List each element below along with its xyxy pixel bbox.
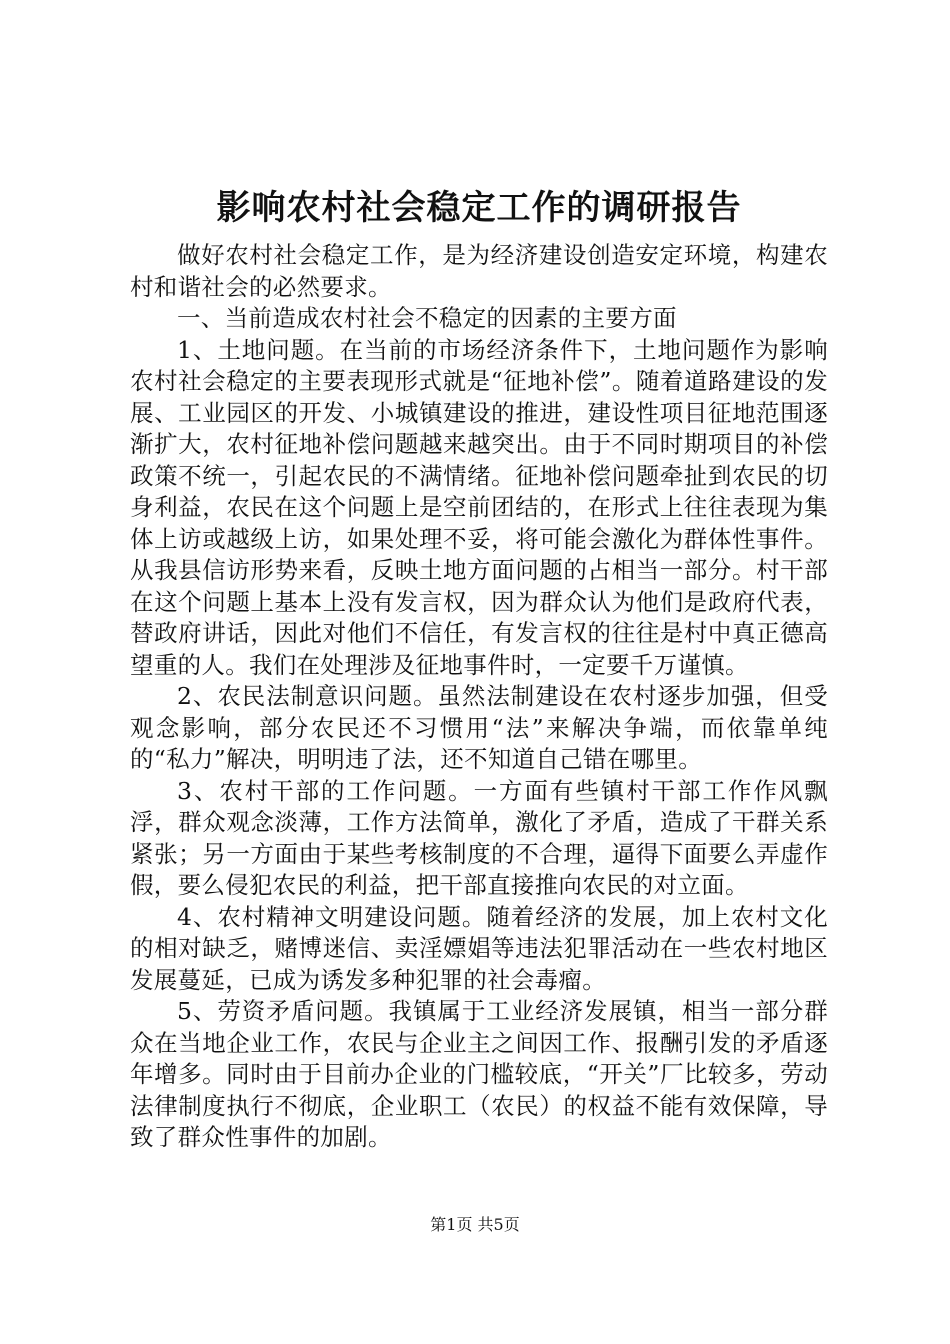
paragraph-land-issue: 1、土地问题。在当前的市场经济条件下，土地问题作为影响农村社会稳定的主要表现形式就是“征地补偿”。随着道路建设的发展、工业园区的开发、小城镇建设的推进，建设性项目征地范围逐渐扩大，农村征地补偿问题越来越突出。由于不同时期项目的补偿政策不统一，引起农民的不满情绪。征地补偿问题牵扯到农民的切身利益，农民在这个问题上是空前团结的，在形式上往往表现为集体上访或越级上访，如果处理不妥，将可能会激化为群体性事件。从我县信访形势来看，反映土地方面问题的占相当一部分。村干部在这个问题上基本上没有发言权，因为群众认为他们是政府代表，替政府讲话，因此对他们不信任，有发言权的往往是村中真正德高望重的人。我们在处理涉及征地事件时，一定要千万谨慎。 — [130, 335, 828, 679]
paragraph-spiritual-civilization: 4、农村精神文明建设问题。随着经济的发展，加上农村文化的相对缺乏，赌博迷信、卖淫嫖娼等违法犯罪活动在一些农村地区发展蔓延，已成为诱发多种犯罪的社会毒瘤。 — [130, 902, 828, 994]
paragraph-intro: 做好农村社会稳定工作，是为经济建设创造安定环境，构建农村和谐社会的必然要求。 — [130, 241, 828, 301]
document-page — [130, 182, 828, 1154]
paragraph-cadre-work: 3、农村干部的工作问题。一方面有些镇村干部工作作风飘浮，群众观念淡薄，工作方法简单，激化了矛盾，造成了干群关系紧张；另一方面由于某些考核制度的不合理，逼得下面要么弄虚作假，要么侵犯农民的利益，把干部直接推向农民的对立面。 — [130, 776, 828, 899]
section-heading-1: 一、当前造成农村社会不稳定的因素的主要方面 — [177, 304, 677, 332]
page-footer: 第1页 共5页 — [430, 1215, 520, 1234]
document-title: 影响农村社会稳定工作的调研报告 — [216, 188, 742, 228]
paragraph-legal-awareness: 2、农民法制意识问题。虽然法制建设在农村逐步加强，但受观念影响，部分农民还不习惯用“法”来解决争端，而依靠单纯的“私力”解决，明明违了法，还不知道自己错在哪里。 — [130, 682, 828, 773]
paragraph-labor-conflict: 5、劳资矛盾问题。我镇属于工业经济发展镇，相当一部分群众在当地企业工作，农民与企业主之间因工作、报酬引发的矛盾逐年增多。同时由于目前办企业的门槛较底，“开关”厂比较多，劳动法律制度执行不彻底，企业职工（农民）的权益不能有效保障，导致了群众性事件的加剧。 — [130, 997, 828, 1151]
